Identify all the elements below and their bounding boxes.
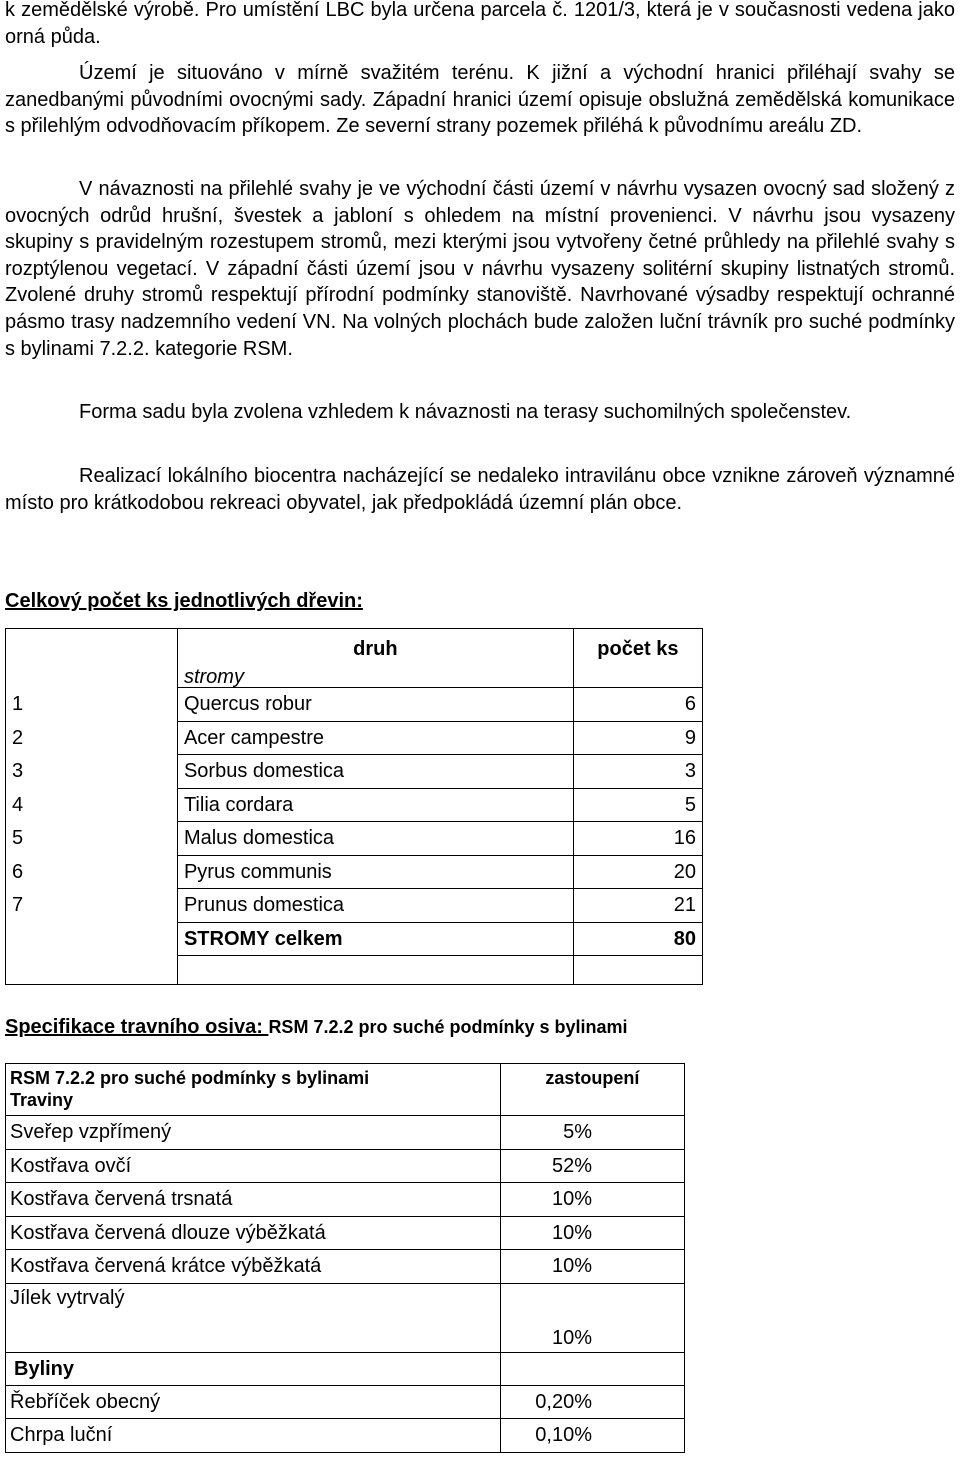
empty-cell <box>6 956 178 985</box>
table-row <box>6 1385 685 1419</box>
seed-name: Kostřava červená krátce výběžkatá <box>6 1250 501 1284</box>
herb-share: 0,10% <box>500 1419 684 1453</box>
seeds-header-row <box>6 1064 685 1116</box>
tree-name: Sorbus domestica <box>177 755 573 789</box>
empty-cell <box>177 956 573 985</box>
tree-name: Quercus robur <box>177 688 573 722</box>
seed-share: 5% <box>500 1116 684 1150</box>
tree-count: 5 <box>573 788 702 822</box>
table-row <box>6 1283 685 1352</box>
tree-count: 6 <box>573 688 702 722</box>
tree-num: 2 <box>6 721 178 755</box>
seeds-section-title <box>5 1016 628 1039</box>
table-row <box>6 1149 685 1183</box>
table-row <box>6 788 703 822</box>
seeds-header-mix: RSM 7.2.2 pro suché podmínky s bylinami <box>10 1068 370 1088</box>
seed-share: 52% <box>500 1149 684 1183</box>
trees-empty-row <box>6 956 703 985</box>
paragraph-5: Realizací lokálního biocentra nacházející se nedaleko intravilánu obce vznikne zároveň významné místo pro krátkodobou rekreaci obyvatel, jak předpokládá územní plán obce. <box>5 465 955 514</box>
seed-share: 10% <box>500 1183 684 1217</box>
tree-name: Acer campestre <box>177 721 573 755</box>
seed-name: Kostřava červená dlouze výběžkatá <box>6 1216 501 1250</box>
tree-name: Malus domestica <box>177 822 573 856</box>
table-row <box>6 688 703 722</box>
seed-name: Sveřep vzpřímený <box>6 1116 501 1150</box>
tree-name: Tilia cordara <box>177 788 573 822</box>
seed-share: 10% <box>500 1216 684 1250</box>
seeds-title-mix: RSM 7.2.2 pro suché podmínky s bylinami <box>268 1017 628 1037</box>
seeds-title-main: Specifikace travního osiva: <box>5 1016 269 1038</box>
seed-share: 10% <box>500 1250 684 1284</box>
trees-header-count: počet ks <box>573 629 702 660</box>
trees-subheader: stromy <box>177 659 573 688</box>
table-row <box>6 1116 685 1150</box>
tree-count: 16 <box>573 822 702 856</box>
herbs-header-share <box>500 1352 684 1385</box>
seeds-table <box>5 1063 685 1453</box>
table-row <box>6 1419 685 1453</box>
tree-num: 3 <box>6 755 178 789</box>
tree-count: 9 <box>573 721 702 755</box>
table-row <box>6 755 703 789</box>
trees-total-row <box>6 922 703 956</box>
tree-num: 4 <box>6 788 178 822</box>
seed-share: 10% <box>500 1283 684 1352</box>
tree-num: 5 <box>6 822 178 856</box>
paragraph-1: k zemědělské výrobě. Pro umístění LBC byla určena parcela č. 1201/3, která je v současnosti vedena jako orná půda. <box>5 0 955 48</box>
table-row <box>6 855 703 889</box>
seeds-header-share: zastoupení <box>500 1064 684 1116</box>
herb-share: 0,20% <box>500 1385 684 1419</box>
seed-name: Kostřava ovčí <box>6 1149 501 1183</box>
table-row <box>6 1216 685 1250</box>
herbs-header-row <box>6 1352 685 1385</box>
tree-num: 6 <box>6 855 178 889</box>
seed-name: Kostřava červená trsnatá <box>6 1183 501 1217</box>
trees-subheader-row <box>6 659 703 688</box>
tree-num: 1 <box>6 688 178 722</box>
trees-total-value: 80 <box>573 922 702 956</box>
table-row <box>6 822 703 856</box>
table-row <box>6 1250 685 1284</box>
trees-header-num <box>6 629 178 660</box>
tree-count: 20 <box>573 855 702 889</box>
trees-subheader-num <box>6 659 178 688</box>
tree-num: 7 <box>6 889 178 923</box>
paragraph-3: V návaznosti na přilehlé svahy je ve východní části území v návrhu vysazen ovocný sad složený z ovocných odrůd hrušní, švestek a jabloní s ohledem na místní provenienci. V návrhu jsou vysazeny skupiny s pravidelným rozestupem stromů, mezi kterými jsou vytvořeny četné průhledy na přilehlé svahy s rozptýlenou vegetací. V západní části území jsou v návrhu vysazeny solitérní skupiny listnatých stromů. Zvolené druhy stromů respektují přírodní podmínky stanoviště. Navrhované výsadby respektují ochranné pásmo trasy nadzemního vedení VN. Na volných plochách bude založen luční trávník pro suché podmínky s bylinami 7.2.2. kategorie RSM. <box>5 178 955 360</box>
table-row <box>6 1183 685 1217</box>
herb-name: Řebříček obecný <box>6 1385 501 1419</box>
empty-cell <box>573 956 702 985</box>
tree-name: Prunus domestica <box>177 889 573 923</box>
tree-count: 21 <box>573 889 702 923</box>
paragraph-4: Forma sadu byla zvolena vzhledem k návaznosti na terasy suchomilných společenstev. <box>79 401 852 423</box>
trees-subheader-count <box>573 659 702 688</box>
tree-count: 3 <box>573 755 702 789</box>
trees-total-num <box>6 922 178 956</box>
tree-name: Pyrus communis <box>177 855 573 889</box>
seeds-header-name <box>6 1064 501 1116</box>
trees-header-name: druh <box>177 629 573 660</box>
table-row <box>6 721 703 755</box>
paragraph-2: Území je situováno v mírně svažitém terénu. K jižní a východní hranici přiléhají svahy se zanedbanými původními ovocnými sady. Západní hranici území opisuje obslužná zemědělská komunikace s přilehlým odvodňovacím příkopem. Ze severní strany pozemek přiléhá k původnímu areálu ZD. <box>5 62 955 138</box>
herb-name: Chrpa luční <box>6 1419 501 1453</box>
trees-total-label: STROMY celkem <box>177 922 573 956</box>
seed-name: Jílek vytrvalý <box>6 1283 501 1352</box>
trees-header-row <box>6 629 703 660</box>
seeds-header-grasses: Traviny <box>10 1090 74 1110</box>
trees-section-title: Celkový počet ks jednotlivých dřevin: <box>5 590 363 612</box>
herbs-label: Byliny <box>6 1352 501 1385</box>
trees-table <box>5 628 703 985</box>
table-row <box>6 889 703 923</box>
